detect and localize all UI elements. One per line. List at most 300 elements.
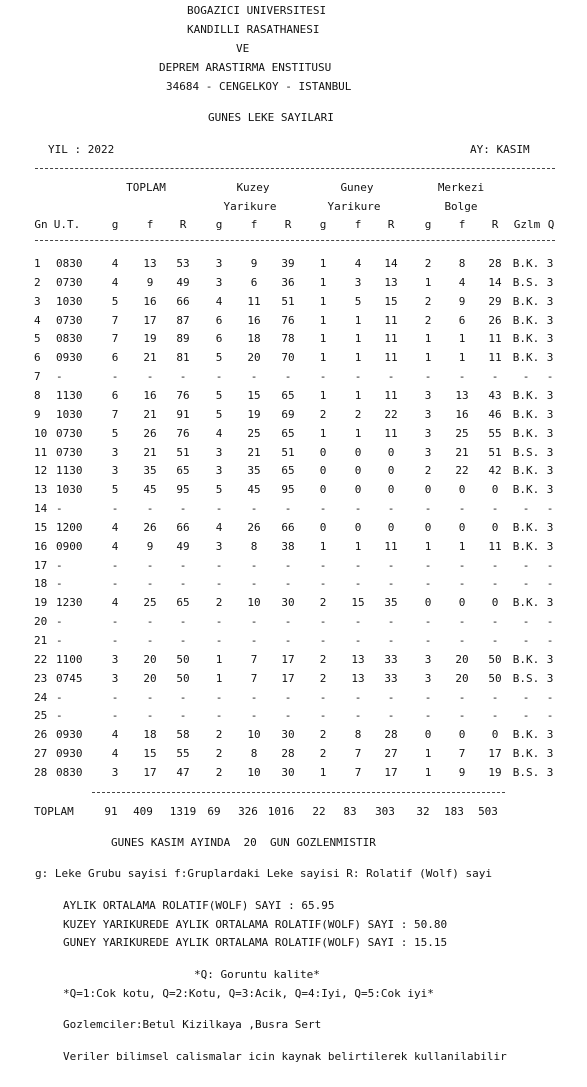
- institution-line-1: BOGAZICI UNIVERSITESI: [187, 4, 327, 17]
- table-cell-center-g: 2: [424, 313, 432, 327]
- table-cell-south-r: 28: [384, 728, 398, 742]
- table-cell-observation: B.K.: [512, 388, 540, 402]
- table-cell-center-r: 28: [488, 257, 502, 270]
- table-cell-center-r: 43: [488, 388, 502, 402]
- table-cell-south-f: -: [354, 634, 362, 647]
- table-cell-south-g: -: [319, 502, 327, 516]
- table-cell-total-r: -: [179, 370, 187, 384]
- table-cell-time: 0830: [56, 257, 83, 270]
- table-cell-day: 6: [34, 351, 41, 365]
- table-cell-day: 2: [34, 275, 41, 289]
- table-cell-total-f: 20: [143, 652, 157, 666]
- table-cell-total-g: -: [111, 615, 119, 629]
- table-cell-north-r: 30: [281, 765, 295, 779]
- table-cell-observation: -: [522, 558, 530, 572]
- table-cell-day: 4: [34, 313, 41, 327]
- table-cell-center-f: 7: [458, 747, 466, 761]
- monthly-average: AYLIK ORTALAMA ROLATIF(WOLF) SAYI : 65.95: [63, 899, 335, 912]
- table-cell-observation: B.S.: [512, 445, 540, 459]
- table-cell-north-f: 45: [247, 483, 261, 497]
- table-cell-time: 0930: [56, 351, 83, 365]
- table-cell-total-g: -: [111, 577, 119, 591]
- table-cell-center-g: -: [424, 634, 432, 647]
- table-cell-time: 1130: [56, 388, 83, 402]
- table-cell-total-g: 4: [111, 596, 119, 610]
- table-cell-center-g: -: [424, 615, 432, 629]
- table-cell-total-g: 6: [111, 351, 119, 365]
- column-header-south-f: f: [354, 218, 362, 231]
- table-cell-north-r: 95: [281, 483, 295, 497]
- table-cell-total-f: 18: [143, 728, 157, 742]
- table-cell-south-r: 11: [384, 426, 398, 440]
- table-cell-north-g: 2: [215, 596, 223, 610]
- table-cell-quality: 3: [546, 464, 554, 478]
- table-cell-center-f: -: [458, 709, 466, 723]
- table-cell-day: 24: [34, 690, 48, 704]
- table-cell-day: 23: [34, 671, 48, 685]
- table-cell-north-r: -: [284, 370, 292, 384]
- table-cell-quality: 3: [546, 483, 554, 497]
- table-cell-time: -: [56, 634, 63, 647]
- table-cell-quality: -: [546, 615, 554, 629]
- table-cell-north-f: -: [250, 615, 258, 629]
- table-cell-total-r: 76: [176, 426, 190, 440]
- table-cell-center-r: -: [491, 690, 499, 704]
- table-cell-south-f: -: [354, 615, 362, 629]
- table-cell-south-g: 2: [319, 671, 327, 685]
- table-cell-north-g: 4: [215, 520, 223, 534]
- table-cell-north-r: 30: [281, 728, 295, 742]
- table-cell-south-r: 14: [384, 257, 398, 270]
- table-cell-total-f: 26: [143, 426, 157, 440]
- column-header-time: U.T.: [53, 218, 81, 231]
- table-cell-day: 3: [34, 294, 41, 308]
- table-cell-total-g: 5: [111, 294, 119, 308]
- table-cell-north-f: 11: [247, 294, 261, 308]
- table-cell-observation: B.S.: [512, 671, 540, 685]
- table-cell-south-f: 0: [354, 483, 362, 497]
- table-cell-south-f: 1: [354, 313, 362, 327]
- column-header-day: Gn: [34, 218, 48, 231]
- table-cell-south-r: 11: [384, 351, 398, 365]
- table-cell-center-r: 0: [491, 483, 499, 497]
- table-cell-north-g: 3: [215, 464, 223, 478]
- table-cell-south-g: -: [319, 709, 327, 723]
- year-label: YIL : 2022: [48, 143, 115, 156]
- table-cell-total-f: 16: [143, 294, 157, 308]
- table-cell-observation: B.S.: [512, 765, 540, 779]
- column-header-quality: Q: [547, 218, 555, 231]
- table-cell-south-f: 1: [354, 332, 362, 346]
- table-cell-north-g: 6: [215, 313, 223, 327]
- table-cell-center-r: 0: [491, 520, 499, 534]
- table-cell-total-f: 16: [143, 388, 157, 402]
- table-cell-total-r: -: [179, 577, 187, 591]
- table-cell-north-r: 17: [281, 652, 295, 666]
- table-cell-observation: -: [522, 370, 530, 384]
- table-cell-observation: B.K.: [512, 539, 540, 553]
- table-cell-day: 18: [34, 577, 48, 591]
- column-header-center-f: f: [458, 218, 466, 231]
- table-cell-center-f: 25: [455, 426, 469, 440]
- table-cell-north-g: -: [215, 615, 223, 629]
- totals-value: 326: [238, 805, 258, 818]
- table-cell-south-f: 1: [354, 539, 362, 553]
- table-cell-north-g: 5: [215, 388, 223, 402]
- table-cell-total-r: -: [179, 709, 187, 723]
- table-cell-observation: B.K.: [512, 483, 540, 497]
- table-cell-center-g: -: [424, 502, 432, 516]
- table-cell-north-f: -: [250, 690, 258, 704]
- table-cell-center-f: -: [458, 558, 466, 572]
- divider-top: [35, 168, 555, 169]
- table-cell-total-f: 9: [146, 539, 154, 553]
- table-cell-center-r: 11: [488, 332, 502, 346]
- table-cell-total-f: -: [146, 634, 154, 647]
- table-cell-total-f: -: [146, 709, 154, 723]
- table-cell-total-g: 3: [111, 652, 119, 666]
- table-cell-total-r: 47: [176, 765, 190, 779]
- totals-value: 503: [478, 805, 498, 818]
- table-cell-total-g: 3: [111, 671, 119, 685]
- group-subheader: Yarikure: [223, 200, 277, 213]
- table-cell-south-g: 2: [319, 747, 327, 761]
- table-cell-observation: B.K.: [512, 728, 540, 742]
- table-cell-total-g: 5: [111, 426, 119, 440]
- table-cell-quality: 3: [546, 539, 554, 553]
- quality-scale: *Q=1:Cok kotu, Q=2:Kotu, Q=3:Acik, Q=4:Iyi, Q=5:Cok iyi*: [63, 987, 434, 1000]
- table-cell-quality: -: [546, 558, 554, 572]
- table-cell-south-g: 0: [319, 483, 327, 497]
- table-cell-center-g: 0: [424, 520, 432, 534]
- table-cell-time: -: [56, 709, 63, 723]
- table-cell-north-g: -: [215, 634, 223, 647]
- table-cell-center-r: -: [491, 615, 499, 629]
- table-cell-total-r: 76: [176, 388, 190, 402]
- table-cell-quality: 3: [546, 445, 554, 459]
- table-cell-total-g: 3: [111, 464, 119, 478]
- table-cell-south-f: 8: [354, 728, 362, 742]
- table-cell-center-g: 2: [424, 464, 432, 478]
- totals-value: 303: [375, 805, 395, 818]
- table-cell-north-f: -: [250, 370, 258, 384]
- totals-value: 69: [207, 805, 221, 818]
- table-cell-south-r: 0: [387, 464, 395, 478]
- table-cell-center-f: 13: [455, 388, 469, 402]
- table-cell-center-f: 8: [458, 257, 466, 270]
- table-cell-observation: B.K.: [512, 332, 540, 346]
- table-cell-center-f: 6: [458, 313, 466, 327]
- table-cell-north-f: 8: [250, 747, 258, 761]
- table-cell-south-r: -: [387, 690, 395, 704]
- table-cell-center-f: -: [458, 634, 466, 647]
- legend-note: g: Leke Grubu sayisi f:Gruplardaki Leke sayisi R: Rolatif (Wolf) sayi: [35, 867, 492, 880]
- table-cell-south-g: 1: [319, 294, 327, 308]
- table-cell-total-f: 13: [143, 257, 157, 270]
- table-cell-total-r: 49: [176, 275, 190, 289]
- table-cell-north-f: 20: [247, 351, 261, 365]
- table-cell-center-f: 0: [458, 520, 466, 534]
- table-cell-south-r: 22: [384, 407, 398, 421]
- table-cell-north-r: -: [284, 558, 292, 572]
- table-cell-north-r: 66: [281, 520, 295, 534]
- institution-line-3: VE: [236, 42, 250, 55]
- table-cell-center-r: -: [491, 558, 499, 572]
- table-cell-total-g: 4: [111, 275, 119, 289]
- table-cell-day: 5: [34, 332, 41, 346]
- table-cell-north-f: -: [250, 577, 258, 591]
- table-cell-center-g: 0: [424, 728, 432, 742]
- table-cell-total-f: 17: [143, 765, 157, 779]
- table-cell-center-r: -: [491, 709, 499, 723]
- table-cell-center-r: 26: [488, 313, 502, 327]
- table-cell-center-r: -: [491, 502, 499, 516]
- table-cell-north-g: -: [215, 690, 223, 704]
- table-cell-center-r: -: [491, 577, 499, 591]
- table-cell-north-g: 2: [215, 728, 223, 742]
- table-cell-center-r: 11: [488, 539, 502, 553]
- group-subheader: Bolge: [444, 200, 478, 213]
- table-cell-center-f: 0: [458, 596, 466, 610]
- table-cell-total-g: 7: [111, 313, 119, 327]
- table-cell-center-g: 2: [424, 257, 432, 270]
- table-cell-center-g: 3: [424, 671, 432, 685]
- table-cell-south-g: -: [319, 558, 327, 572]
- table-cell-total-r: 55: [176, 747, 190, 761]
- table-cell-center-g: -: [424, 690, 432, 704]
- table-cell-total-g: 4: [111, 257, 119, 270]
- group-header: Guney: [340, 181, 374, 194]
- table-cell-south-r: 35: [384, 596, 398, 610]
- table-cell-center-g: 1: [424, 332, 432, 346]
- institution-line-4: DEPREM ARASTIRMA ENSTITUSU: [159, 61, 332, 74]
- table-cell-total-g: 6: [111, 388, 119, 402]
- table-cell-north-f: 15: [247, 388, 261, 402]
- table-cell-south-g: -: [319, 577, 327, 591]
- table-cell-center-g: -: [424, 370, 432, 384]
- table-cell-quality: 3: [546, 728, 554, 742]
- table-cell-total-r: -: [179, 502, 187, 516]
- table-cell-total-f: -: [146, 577, 154, 591]
- observed-days-note: GUNES KASIM AYINDA 20 GUN GOZLENMISTIR: [111, 836, 376, 849]
- table-cell-total-r: 89: [176, 332, 190, 346]
- table-cell-north-f: 35: [247, 464, 261, 478]
- table-cell-total-r: 51: [176, 445, 190, 459]
- table-cell-south-r: 33: [384, 652, 398, 666]
- table-cell-observation: -: [522, 709, 530, 723]
- table-cell-center-r: 14: [488, 275, 502, 289]
- table-cell-north-f: 8: [250, 539, 258, 553]
- table-cell-total-g: -: [111, 502, 119, 516]
- table-cell-south-f: -: [354, 577, 362, 591]
- table-cell-south-f: 15: [351, 596, 365, 610]
- table-cell-north-g: 3: [215, 539, 223, 553]
- table-cell-total-f: 15: [143, 747, 157, 761]
- page-title: GUNES LEKE SAYILARI: [208, 111, 334, 124]
- table-cell-observation: B.K.: [512, 652, 540, 666]
- table-cell-time: 0745: [56, 671, 83, 685]
- table-cell-day: 13: [34, 483, 48, 497]
- table-cell-south-r: 11: [384, 332, 398, 346]
- table-cell-south-f: 0: [354, 445, 362, 459]
- table-cell-total-f: 17: [143, 313, 157, 327]
- divider-header: [35, 240, 555, 241]
- table-cell-south-r: -: [387, 709, 395, 723]
- table-cell-north-r: 17: [281, 671, 295, 685]
- table-cell-total-r: -: [179, 615, 187, 629]
- table-cell-total-r: 49: [176, 539, 190, 553]
- table-cell-total-r: 50: [176, 652, 190, 666]
- totals-value: 183: [444, 805, 464, 818]
- table-cell-north-g: 3: [215, 275, 223, 289]
- table-cell-total-r: 58: [176, 728, 190, 742]
- table-cell-center-f: 0: [458, 728, 466, 742]
- observers: Gozlemciler:Betul Kizilkaya ,Busra Sert: [63, 1018, 322, 1031]
- table-cell-south-g: 1: [319, 313, 327, 327]
- table-cell-quality: 3: [546, 332, 554, 346]
- table-cell-north-r: 38: [281, 539, 295, 553]
- table-cell-center-r: 17: [488, 747, 502, 761]
- table-cell-south-g: 2: [319, 596, 327, 610]
- table-cell-south-f: 13: [351, 671, 365, 685]
- table-cell-observation: -: [522, 615, 530, 629]
- table-cell-day: 26: [34, 728, 48, 742]
- table-cell-total-f: 21: [143, 351, 157, 365]
- table-cell-total-g: -: [111, 558, 119, 572]
- table-cell-day: 27: [34, 747, 48, 761]
- table-cell-south-f: 0: [354, 464, 362, 478]
- table-cell-north-r: 69: [281, 407, 295, 421]
- table-cell-north-f: -: [250, 558, 258, 572]
- table-cell-day: 15: [34, 520, 48, 534]
- table-cell-time: 1130: [56, 464, 83, 478]
- table-cell-time: 0830: [56, 332, 83, 346]
- table-cell-total-r: 81: [176, 351, 190, 365]
- table-cell-north-r: 51: [281, 445, 295, 459]
- table-cell-south-f: 0: [354, 520, 362, 534]
- table-cell-quality: 3: [546, 671, 554, 685]
- table-cell-total-r: 66: [176, 520, 190, 534]
- table-cell-north-f: 10: [247, 728, 261, 742]
- table-cell-south-f: 2: [354, 407, 362, 421]
- table-cell-quality: -: [546, 634, 554, 647]
- table-cell-total-g: -: [111, 634, 119, 647]
- table-cell-north-r: -: [284, 615, 292, 629]
- table-cell-total-g: 7: [111, 407, 119, 421]
- table-cell-time: 0930: [56, 747, 83, 761]
- table-cell-south-g: -: [319, 370, 327, 384]
- table-cell-center-f: 22: [455, 464, 469, 478]
- table-cell-center-f: 1: [458, 539, 466, 553]
- table-cell-center-r: -: [491, 634, 499, 647]
- table-cell-observation: -: [522, 690, 530, 704]
- table-cell-total-g: -: [111, 370, 119, 384]
- table-cell-time: 0930: [56, 728, 83, 742]
- table-cell-north-f: 21: [247, 445, 261, 459]
- table-cell-center-g: 0: [424, 596, 432, 610]
- table-cell-north-r: 65: [281, 388, 295, 402]
- table-cell-center-r: 29: [488, 294, 502, 308]
- table-cell-center-f: 20: [455, 671, 469, 685]
- table-cell-center-f: 9: [458, 765, 466, 779]
- table-cell-quality: 3: [546, 652, 554, 666]
- table-cell-quality: 3: [546, 765, 554, 779]
- table-cell-center-f: -: [458, 370, 466, 384]
- table-cell-center-f: 1: [458, 351, 466, 365]
- table-cell-south-g: 1: [319, 765, 327, 779]
- table-cell-north-g: 3: [215, 257, 223, 270]
- table-cell-north-r: -: [284, 709, 292, 723]
- totals-value: 409: [133, 805, 153, 818]
- table-cell-center-f: -: [458, 577, 466, 591]
- table-cell-quality: 3: [546, 313, 554, 327]
- table-cell-center-r: 50: [488, 671, 502, 685]
- group-header: TOPLAM: [126, 181, 166, 194]
- table-cell-time: 0830: [56, 765, 83, 779]
- table-cell-total-r: -: [179, 634, 187, 647]
- south-average: GUNEY YARIKUREDE AYLIK ORTALAMA ROLATIF(WOLF) SAYI : 15.15: [63, 936, 448, 949]
- table-cell-center-g: 1: [424, 765, 432, 779]
- table-cell-south-r: 11: [384, 539, 398, 553]
- table-cell-quality: 3: [546, 351, 554, 365]
- table-cell-total-g: 4: [111, 520, 119, 534]
- table-cell-observation: -: [522, 502, 530, 516]
- table-cell-north-g: 4: [215, 294, 223, 308]
- table-cell-center-g: -: [424, 709, 432, 723]
- table-cell-total-g: 7: [111, 332, 119, 346]
- totals-value: 32: [416, 805, 430, 818]
- table-cell-north-f: 26: [247, 520, 261, 534]
- table-cell-quality: 3: [546, 275, 554, 289]
- table-cell-total-g: 3: [111, 445, 119, 459]
- table-cell-north-f: 25: [247, 426, 261, 440]
- table-cell-north-g: 5: [215, 407, 223, 421]
- table-cell-quality: 3: [546, 388, 554, 402]
- table-cell-south-g: 1: [319, 539, 327, 553]
- table-cell-quality: 3: [546, 747, 554, 761]
- group-header: Merkezi: [437, 181, 485, 194]
- quality-title: *Q: Goruntu kalite*: [194, 968, 320, 981]
- table-cell-observation: B.K.: [512, 313, 540, 327]
- table-cell-center-r: 0: [491, 728, 499, 742]
- table-cell-time: -: [56, 370, 63, 384]
- table-cell-day: 20: [34, 615, 48, 629]
- totals-value: 22: [312, 805, 326, 818]
- table-cell-day: 1: [34, 257, 41, 270]
- table-cell-observation: B.K.: [512, 747, 540, 761]
- table-cell-north-r: 70: [281, 351, 295, 365]
- table-cell-total-g: -: [111, 690, 119, 704]
- table-cell-north-g: -: [215, 502, 223, 516]
- table-cell-time: 1030: [56, 483, 83, 497]
- divider-totals: [92, 792, 505, 793]
- table-cell-north-r: 76: [281, 313, 295, 327]
- column-header-center-g: g: [424, 218, 432, 231]
- table-cell-north-g: 2: [215, 765, 223, 779]
- table-cell-south-g: 0: [319, 445, 327, 459]
- table-cell-time: 0730: [56, 426, 83, 440]
- table-cell-south-f: 3: [354, 275, 362, 289]
- table-cell-observation: B.K.: [512, 426, 540, 440]
- table-cell-north-f: 9: [250, 257, 258, 270]
- table-cell-center-f: -: [458, 690, 466, 704]
- table-cell-south-r: 0: [387, 520, 395, 534]
- table-cell-observation: B.K.: [512, 596, 540, 610]
- table-cell-total-g: 4: [111, 728, 119, 742]
- table-cell-quality: -: [546, 709, 554, 723]
- table-cell-quality: -: [546, 370, 554, 384]
- table-cell-north-r: 30: [281, 596, 295, 610]
